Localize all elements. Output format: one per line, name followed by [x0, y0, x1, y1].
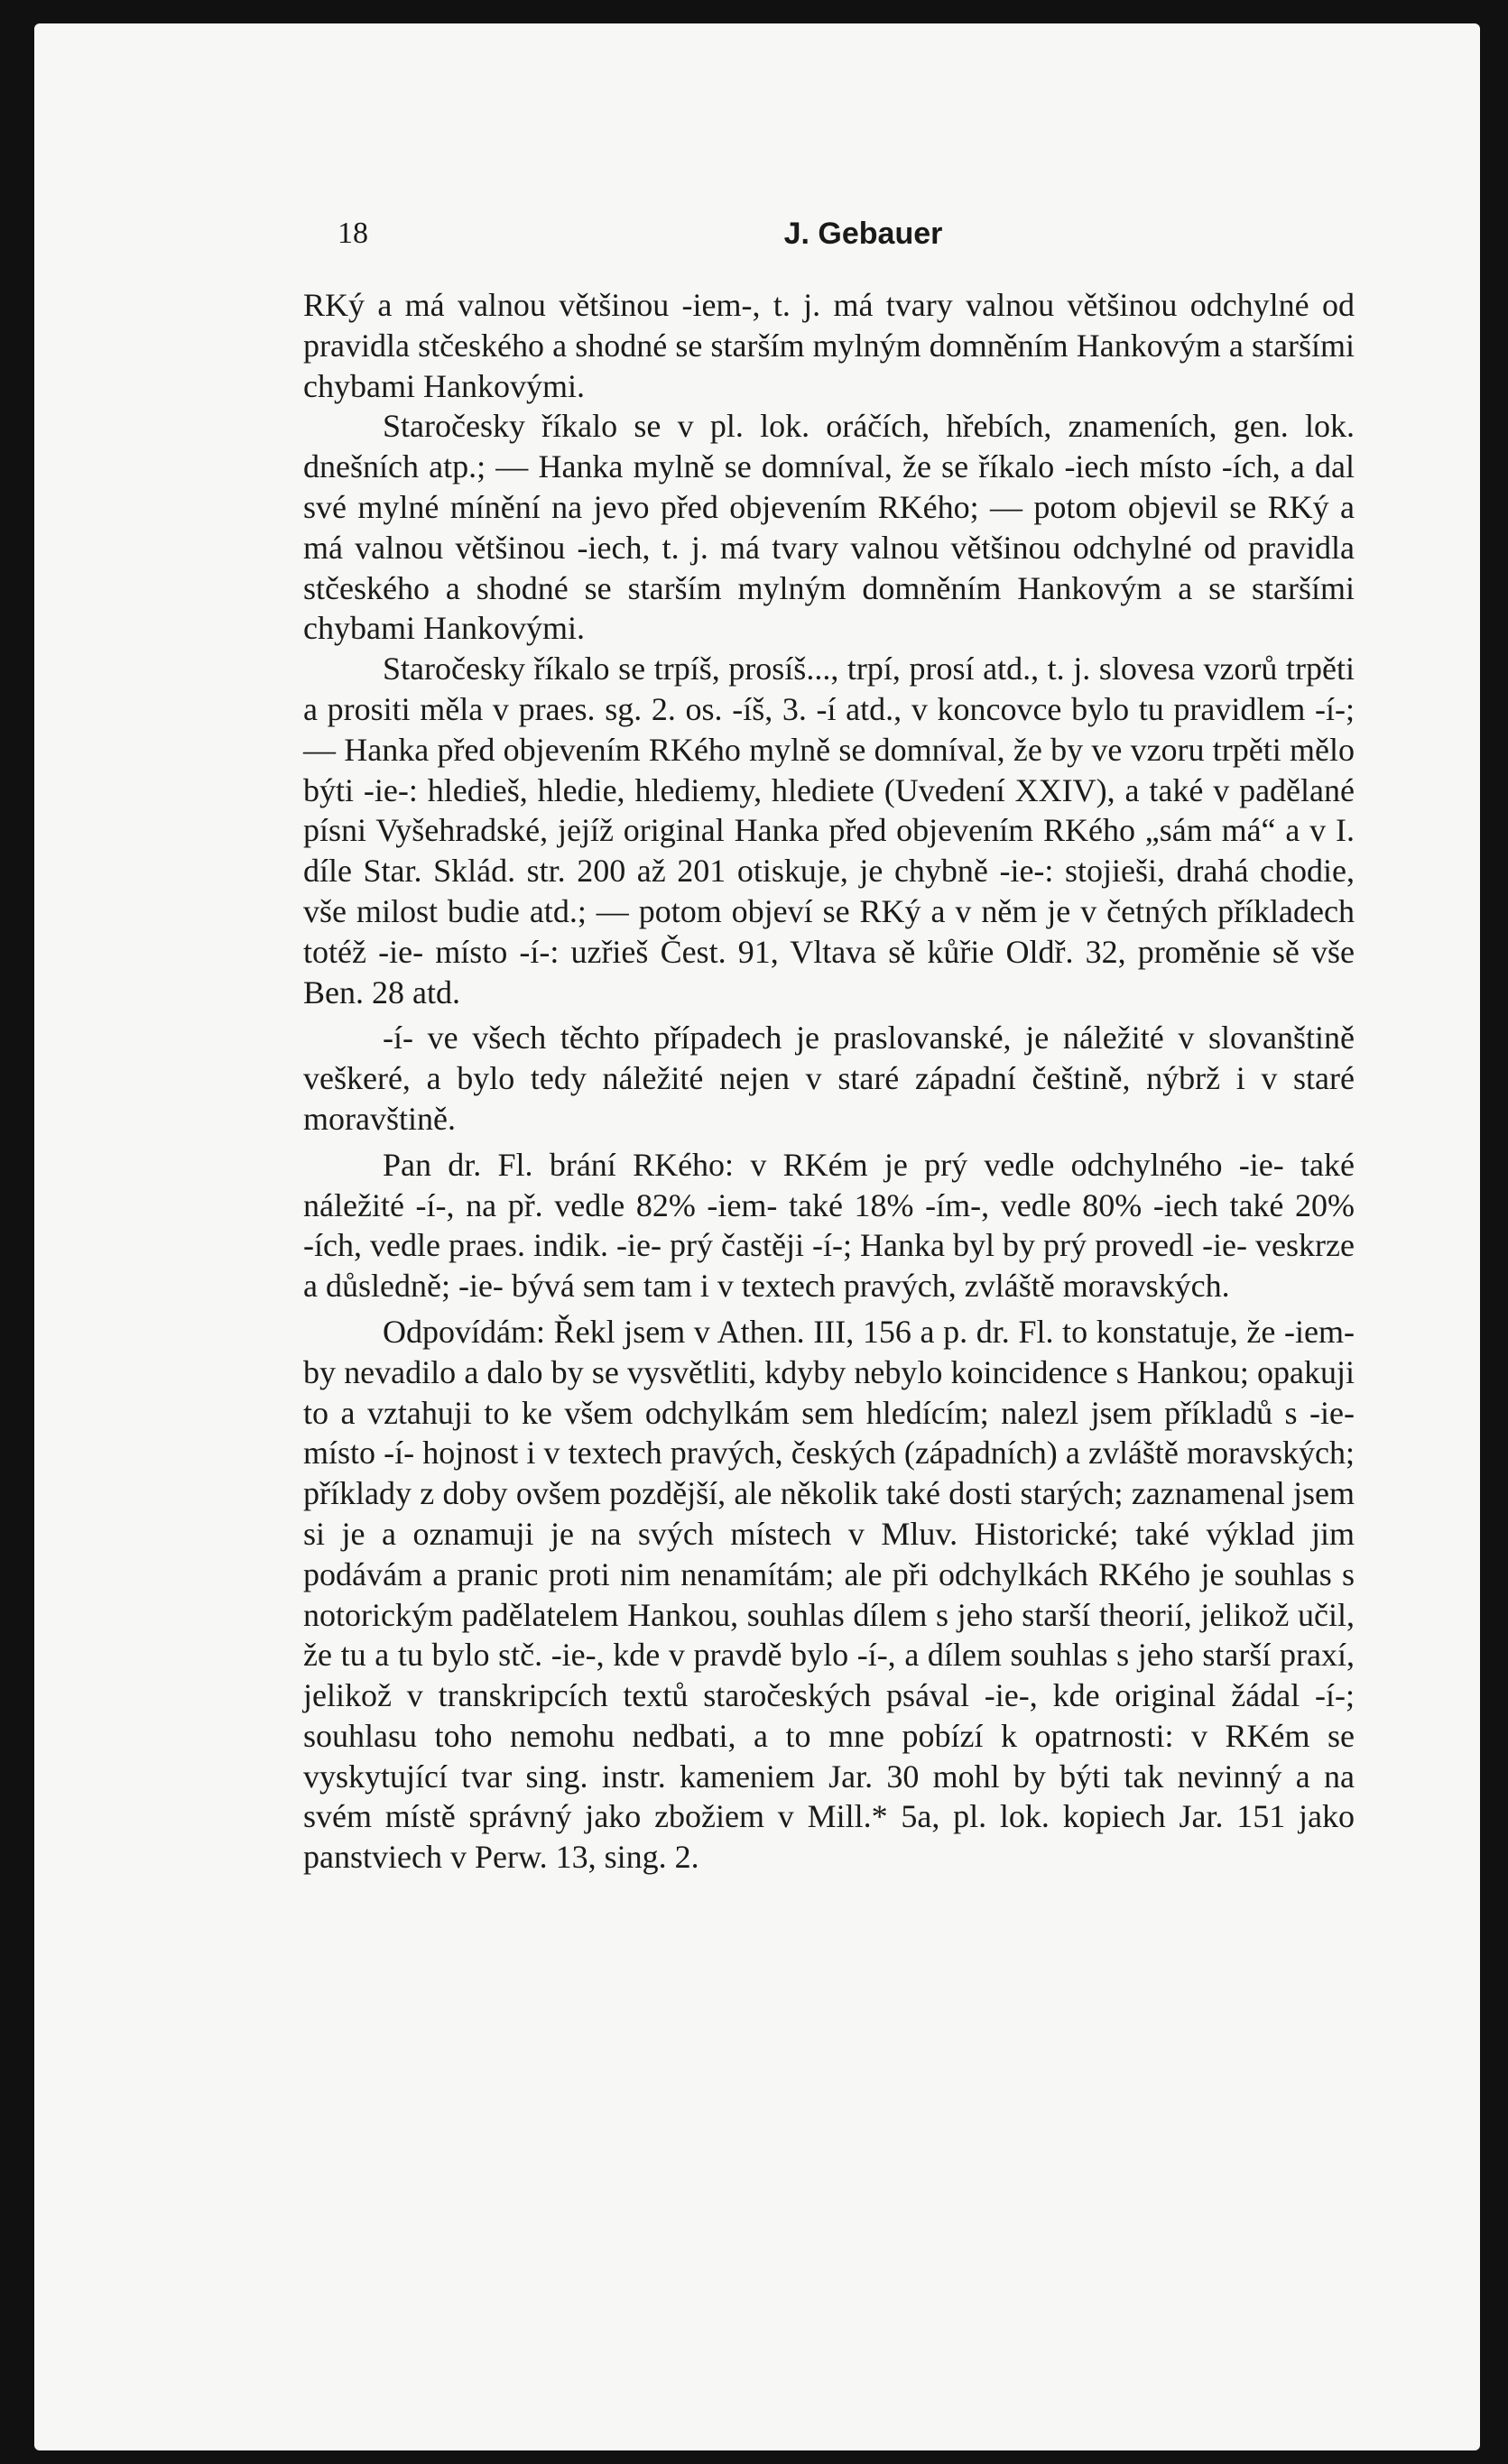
paragraph: -í- ve všech těchto případech je praslovanské, je náležité v slovanštině veškeré, a bylo tedy náležité nejen v staré západní češtině, nýbrž i v staré moravštině. [303, 1020, 1355, 1137]
paragraph: Odpovídám: Řekl jsem v Athen. III, 156 a p. dr. Fl. to konstatuje, že -iem- by nevadilo a dalo by se vysvětliti, kdyby nebylo koincidence s Hankou; opakuji to a vztahuji to ke všem odchylkám sem hledícím; nalezl jsem příkladů s -ie- místo -í- hojnost i v textech pravých, českých (západních) a zvláště moravských; příklady z doby ovšem pozdější, ale několik také dosti starých; zaznamenal jsem si je a oznamuji je na svých místech v Mluv. Historické; také výklad jim podávám a pranic proti nim nenamítám; ale při odchylkách RKého je souhlas s notorickým padělatelem Hankou, souhlas dílem s jeho starší theorií, jelikož učil, že tu a tu bylo stč. -ie-, kde v pravdě bylo -í-, a dílem souhlas s jeho starší praxí, jelikož v transkripcích textů staročeských psával -ie-, kde original žádal -í-; souhlasu toho nemohu nedbati, a to mne pobízí k opatrnosti: v RKém se vyskytující tvar sing. instr. kameniem Jar. 30 mohl by býti tak nevinný a na svém místě správný jako zbožiem v Mill.* 5a, pl. lok. kopiech Jar. 151 jako panstviech v Perw. 13, sing. 2. [303, 1313, 1355, 1876]
body-text [303, 285, 1355, 1878]
running-header [338, 217, 1389, 262]
paragraph: Pan dr. Fl. brání RKého: v RKém je prý vedle odchylného -ie- také náležité -í-, na př. vedle 82% -iem- také 18% -ím-, vedle 80% -iech také 20% -ích, vedle praes. indik. -ie- prý častěji -í-; Hanka byl by prý provedl -ie- veskrze a důsledně; -ie- bývá sem tam i v textech pravých, zvláště moravských. [303, 1146, 1355, 1305]
running-head-author: J. Gebauer [783, 217, 943, 251]
paragraph: Staročesky říkalo se trpíš, prosíš..., trpí, prosí atd., t. j. slovesa vzorů trpěti a prositi měla v praes. sg. 2. os. -íš, 3. -í atd., v koncovce bylo tu pravidlem -í-; — Hanka před objevením RKého mylně se domníval, že by ve vzoru trpěti mělo býti -ie-: hledieš, hledie, hlediemy, hlediete (Uvedení XXIV), a také v padělané písni Vyšehradské, jejíž original Hanka před objevením RKého „sám má“ a v I. díle Star. Sklád. str. 200 až 201 otiskuje, je chybně -ie-: stojieši, drahá chodie, vše milost budie atd.; — potom objeví se RKý a v něm je v četných příkladech totéž -ie- místo -í-: uzřieš Čest. 91, Vltava sě kůřie Oldř. 32, proměnie sě vše Ben. 28 atd. [303, 651, 1355, 1011]
page-number: 18 [338, 217, 368, 250]
paragraph: Staročesky říkalo se v pl. lok. oráčích, hřebích, znameních, gen. lok. dnešních atp.; — Hanka mylně se domníval, že se říkalo -iech místo -ích, a dal své mylné mínění na jevo před objevením RKého; — potom objevil se RKý a má valnou většinou -iech, t. j. má tvary valnou většinou odchylné od pravidla stčeského a shodné se starším mylným domněním Hankovým a se staršími chybami Hankovými. [303, 408, 1355, 647]
paragraph: RKý a má valnou většinou -iem-, t. j. má tvary valnou většinou odchylné od pravidla stčeského a shodné se starším mylným domněním Hankovým a staršími chybami Hankovými. [303, 287, 1355, 404]
